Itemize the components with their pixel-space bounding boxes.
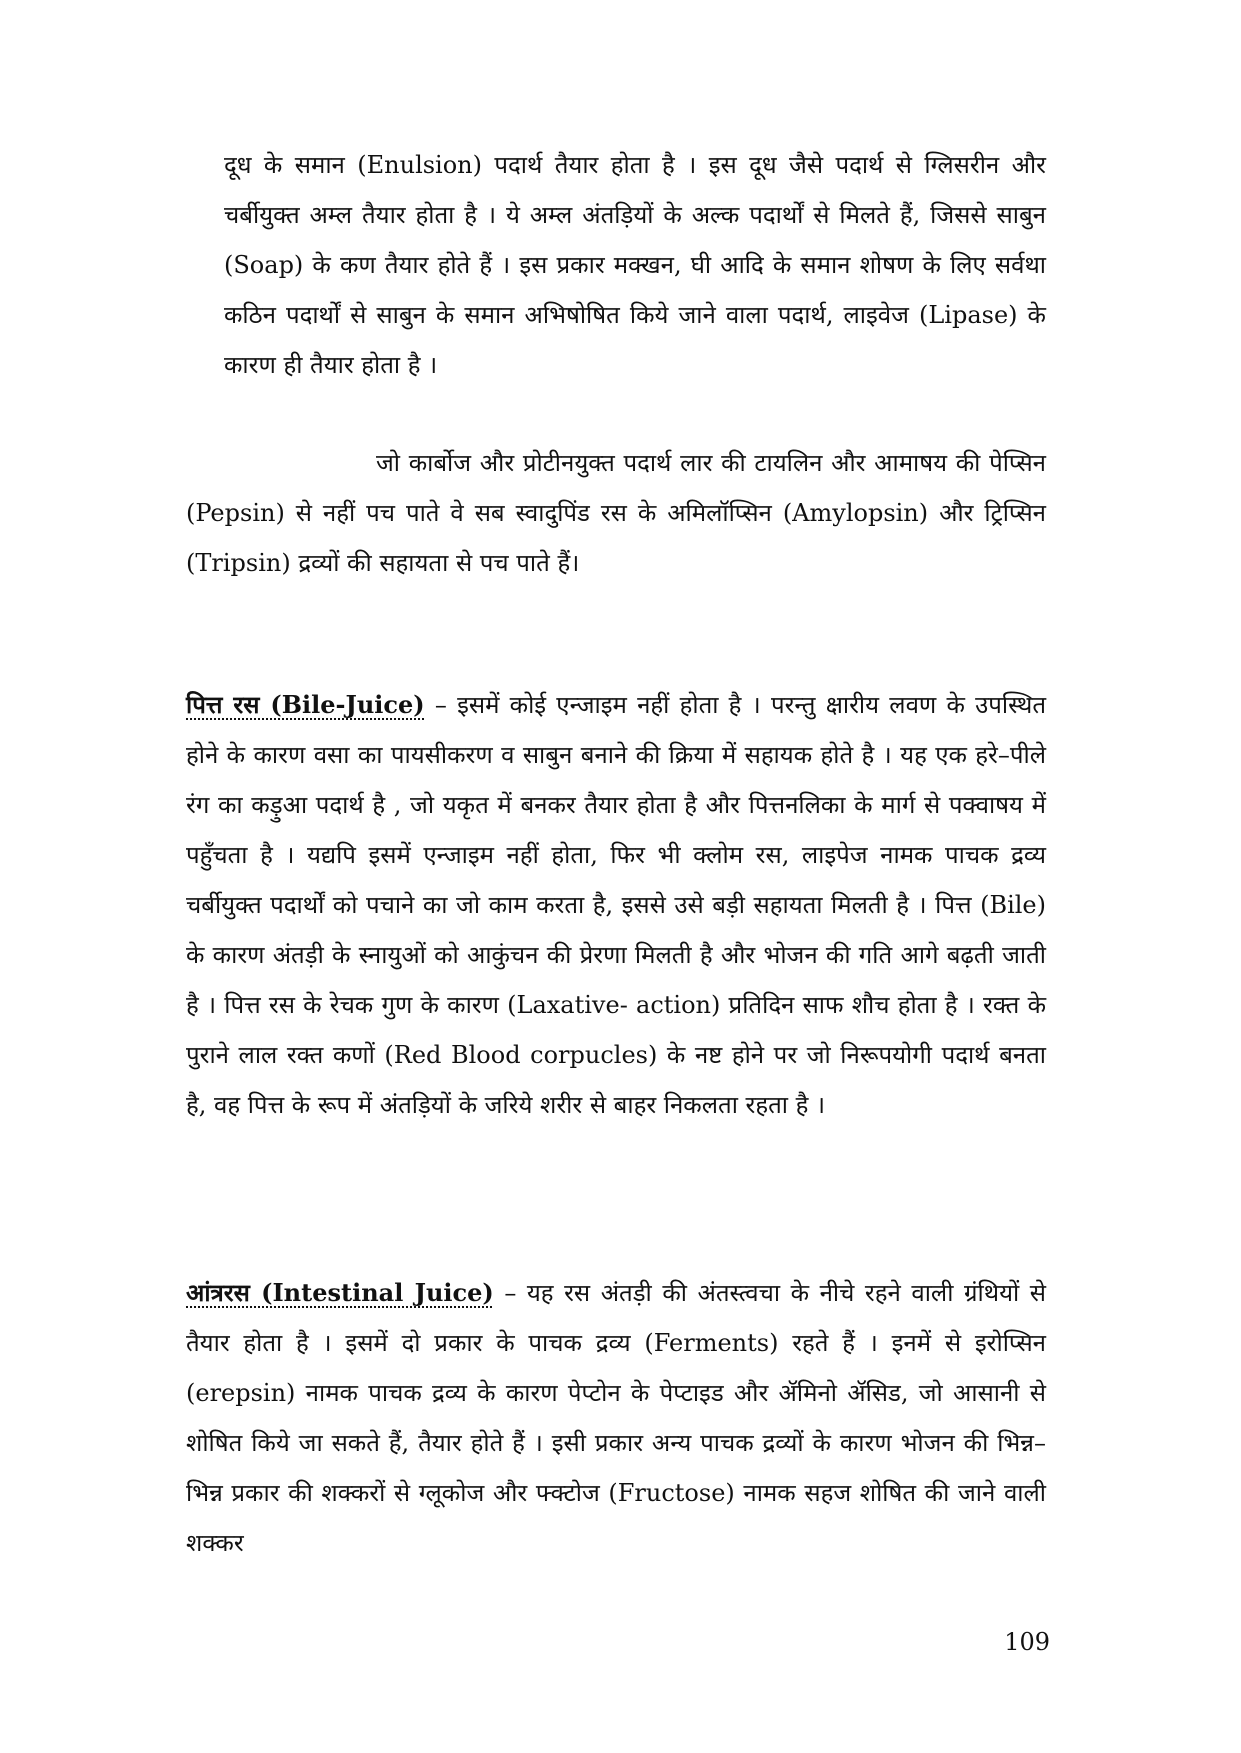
intestinal-juice-paragraph	[186, 1268, 1046, 1568]
bile-juice-text: – इसमें कोई एन्जाइम नहीं होता है । परन्तु क्षारीय लवण के उपस्थित होने के कारण वसा का पायसीकरण व साबुन बनाने की क्रिया में सहायक होते है । यह एक हरे–पीले रंग का कड़ुआ पदार्थ है , जो यकृत में बनकर तैयार होता है और पित्तनलिका के मार्ग से पक्वाषय में पहुँचता है । यद्यपि इसमें एन्जाइम नहीं होता, फिर भी क्लोम रस, लाइपेज नामक पाचक द्रव्य चर्बीयुक्त पदार्थों को पचाने का जो काम करता है, इससे उसे बड़ी सहायता मिलती है । पित्त (Bile) के कारण अंतड़ी के स्नायुओं को आकुंचन की प्रेरणा मिलती है और भोजन की गति आगे बढ़ती जाती है । पित्त रस के रेचक गुण के कारण (Laxative- action) प्रतिदिन साफ शौच होता है । रक्त के पुराने लाल रक्त कणों (Red Blood corpucles) के नष्ट होने पर जो निरूपयोगी पदार्थ बनता है, वह पित्त के रूप में अंतड़ियों के जरिये शरीर से बाहर निकलता रहता है ।	[186, 691, 1046, 1119]
bile-juice-paragraph	[186, 680, 1046, 1130]
bile-juice-heading: पित्त रस (Bile-Juice)	[186, 690, 425, 719]
intestinal-juice-heading: आंत्ररस (Intestinal Juice)	[186, 1278, 494, 1307]
carbohydrate-paragraph: जो कार्बोज और प्रोटीनयुक्त पदार्थ लार की टायलिन और आमाषय की पेप्सिन (Pepsin) से नहीं पच पाते वे सब स्वादुपिंड रस के अमिलॉप्सिन (Amylopsin) और ट्रिप्सिन (Tripsin) द्रव्यों की सहायता से पच पाते हैं।	[186, 449, 1046, 577]
page-number: 109	[1004, 1628, 1050, 1656]
emulsion-paragraph: दूध के समान (Enulsion) पदार्थ तैयार होता है । इस दूध जैसे पदार्थ से ग्लिसरीन और चर्बीयुक्त अम्ल तैयार होता है । ये अम्ल अंतड़ियों के अल्क पदार्थों से मिलते हैं, जिससे साबुन (Soap) के कण तैयार होते हैं । इस प्रकार मक्खन, घी आदि के समान शोषण के लिए सर्वथा कठिन पदार्थों से साबुन के समान अभिषोषित किये जाने वाला पदार्थ, लाइवेज (Lipase) के कारण ही तैयार होता है ।	[224, 151, 1046, 379]
intestinal-juice-text: – यह रस अंतड़ी की अंतस्त्वचा के नीचे रहने वाली ग्रंथियों से तैयार होता है । इसमें दो प्रकार के पाचक द्रव्य (Ferments) रहते हैं । इनमें से इरोप्सिन (erepsin) नामक पाचक द्रव्य के कारण पेप्टोन के पेप्टाइड और ॲमिनो ॲसिड, जो आसानी से शोषित किये जा सकते हैं, तैयार होते हैं । इसी प्रकार अन्य पाचक द्रव्यों के कारण भोजन की भिन्न–भिन्न प्रकार की शक्करों से ग्लूकोज और फ्क्टोज (Fructose) नामक सहज शोषित की जाने वाली शक्कर	[186, 1279, 1046, 1557]
